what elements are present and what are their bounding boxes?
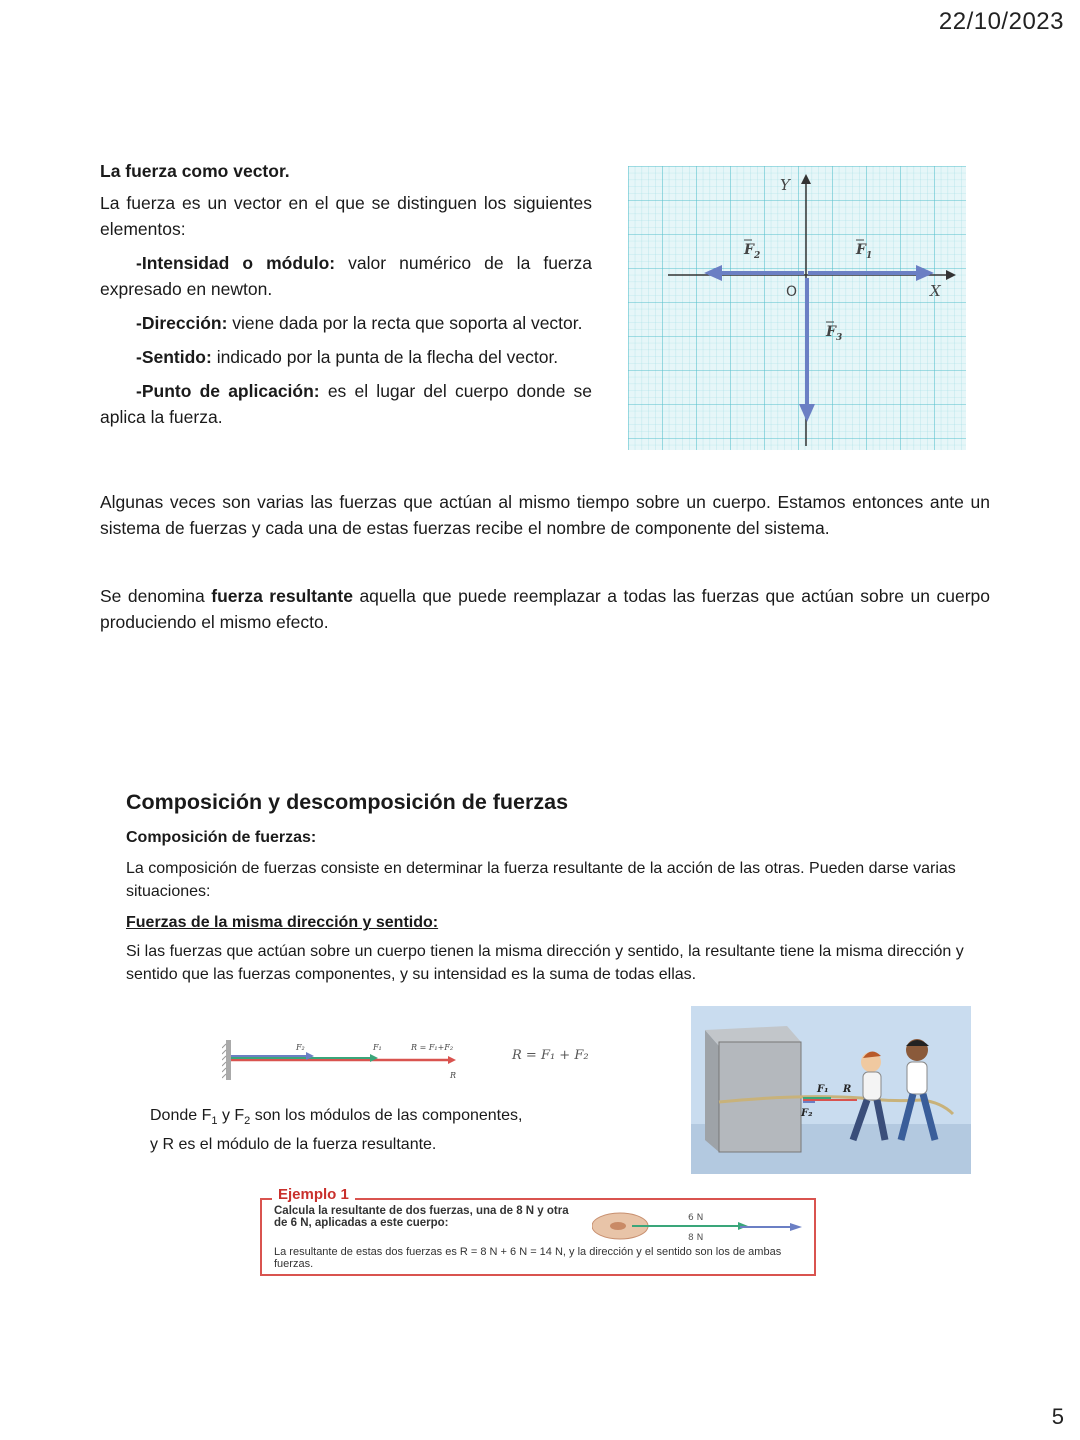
case-title: Fuerzas de la misma dirección y sentido: — [126, 914, 439, 931]
example-title: Ejemplo 1 — [272, 1186, 355, 1203]
svg-text:2: 2 — [754, 251, 761, 261]
example-question: Calcula la resultante de dos fuerzas, una de 8 N y otra de 6 N, aplicadas a este cuerpo: — [274, 1205, 569, 1229]
list-item: -Dirección: viene dada por la recta que soporta al vector. — [136, 313, 583, 333]
photo-label-f1: F₁ — [817, 1084, 829, 1095]
collinear-forces-figure — [222, 1036, 462, 1084]
donde-line-1: Donde $F_1$ y $F_2$ son los módulos de las componentes, — [150, 1107, 523, 1128]
intro-text: La fuerza es un vector en el que se distinguen los siguientes elementos: — [100, 193, 592, 239]
page-number: 5 — [1051, 1404, 1064, 1429]
axis-x-label: X — [930, 282, 941, 300]
example-figure — [592, 1208, 806, 1244]
donde-line-2: y R es el módulo de la fuerza resultante. — [150, 1136, 437, 1154]
pulling-box-illustration — [691, 1006, 971, 1174]
label-8n: 8 N — [688, 1233, 704, 1243]
list-item: -Intensidad o módulo: valor numérico de la fuerza expresado en newton. — [100, 253, 592, 299]
vector-grid-figure — [628, 166, 966, 450]
photo-label-r: R — [843, 1084, 852, 1095]
section-title: La fuerza como vector. — [100, 161, 290, 181]
label-f1: F₁ — [373, 1043, 382, 1052]
subheading: Composición de fuerzas: — [126, 829, 317, 846]
section-heading: Composición y descomposición de fuerzas — [126, 790, 569, 814]
case-text: Si las fuerzas que actúan sobre un cuerpo tienen la misma dirección y sentido, la resultante tiene la misma dirección y sentido que las fuerzas componentes, y su intensidad es la suma de todas ellas. — [126, 943, 964, 983]
svg-text:F: F — [826, 324, 836, 340]
section-force-vector — [100, 158, 592, 438]
axis-y-label: Y — [780, 176, 790, 194]
formula: R = F₁ + F₂ — [512, 1048, 589, 1063]
paragraph-resultant: Se denomina fuerza resultante aquella que puede reemplazar a todas las fuerzas que actúan sobre un cuerpo produciendo el mismo efecto. — [100, 586, 990, 632]
donde-text — [150, 1104, 570, 1157]
example-box — [258, 1186, 818, 1278]
svg-text:3: 3 — [836, 333, 843, 343]
svg-text:1: 1 — [866, 251, 873, 261]
label-f2: F₂ — [296, 1043, 305, 1052]
label-r: R — [450, 1071, 457, 1080]
paragraph-system: Algunas veces son varias las fuerzas que actúan al mismo tiempo sobre un cuerpo. Estamos entonces ante un sistema de fuerzas y cada una de estas fuerzas recibe el nombre de componente del sistema. — [100, 492, 990, 538]
composition-intro: La composición de fuerzas consiste en determinar la fuerza resultante de la acción de las otras. Pueden darse varias situaciones: — [126, 860, 956, 900]
origin-label: O — [786, 284, 798, 300]
list-item: -Punto de aplicación: es el lugar del cuerpo donde se aplica la fuerza. — [100, 381, 592, 427]
example-answer: La resultante de estas dos fuerzas es R = 8 N + 6 N = 14 N, y la dirección y el sentido son los de ambas fuerzas. — [274, 1246, 782, 1270]
label-r-sum: R = F₁+F₂ — [411, 1043, 454, 1052]
svg-text:F: F — [744, 242, 754, 258]
svg-text:F: F — [856, 242, 866, 258]
date: 22/10/2023 — [938, 8, 1064, 35]
section-composition — [126, 788, 986, 994]
label-6n: 6 N — [688, 1213, 704, 1223]
photo-label-f2: F₂ — [801, 1108, 813, 1119]
list-item: -Sentido: indicado por la punta de la flecha del vector. — [136, 347, 559, 367]
